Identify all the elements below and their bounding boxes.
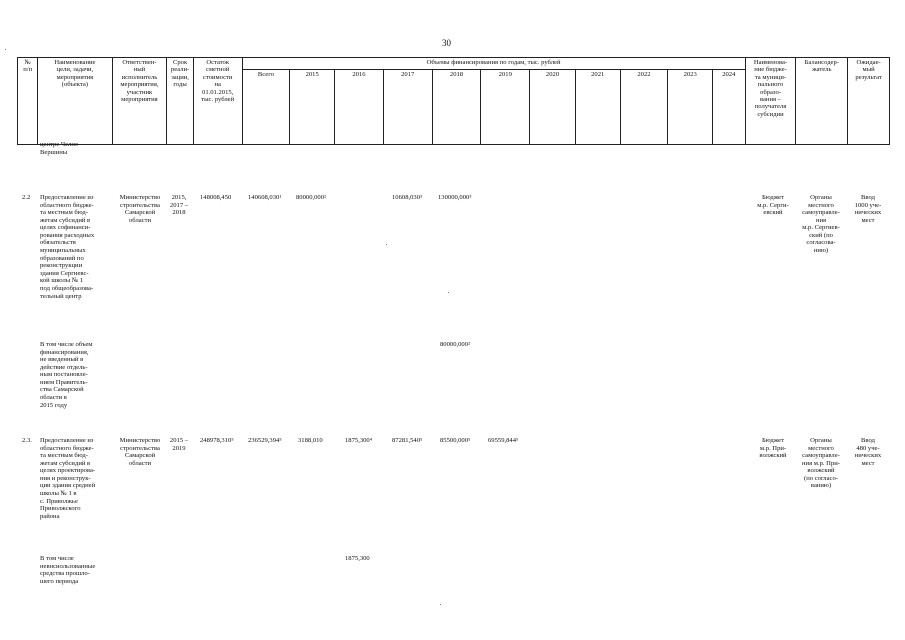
scan-speck xyxy=(5,49,6,50)
carry-over-text: центре Челно- Вершины xyxy=(40,141,81,156)
row-total: 236529,394⁵ xyxy=(248,437,282,444)
header-table xyxy=(17,57,890,145)
row-period: 2015, 2017 – 2018 xyxy=(169,194,189,217)
row-holder: Органы местного самоуправле- ния м.р. Сергиев- ский (по согласова- нию) xyxy=(802,194,840,255)
row-sub-name: В том числе объем финансирования, не введенный в действие отдель- ным постановле- нием Правитель- ства Самарской области в 2015 году xyxy=(40,341,93,409)
page-number: 30 xyxy=(442,38,451,48)
header-num: № п/п xyxy=(18,58,38,145)
row-holder: Органы местного самоуправле- ния м.р. При- волжский (по согласо- ванию) xyxy=(802,437,840,490)
row-executor: Министерство строительства Самарской области xyxy=(119,437,161,467)
header-col-2016: 2016 xyxy=(335,70,384,145)
row-budget: Бюджет м.р. При- волжский xyxy=(759,437,787,460)
header-budget: Наименова- ние бюдже- та муници- пального образо- вания – получателя субсидии xyxy=(745,58,796,145)
row-name: Предоставление из областного бюдже- та местным бюд- жетам субсидий в целях проектирова- ния и реконструк- ции здания средней школы № 1 в с. Приволжье Приволжского района xyxy=(40,437,96,520)
header-col-2015: 2015 xyxy=(290,70,335,145)
scan-speck xyxy=(448,292,449,293)
header-col-2022: 2022 xyxy=(620,70,668,145)
row-remainder: 148008,450 xyxy=(200,194,232,201)
header-col-total: Всего xyxy=(242,70,290,145)
row-num: 2.3. xyxy=(22,437,32,444)
header-period: Срок реали- зации, годы xyxy=(167,58,193,145)
scan-speck xyxy=(440,604,441,605)
scan-speck xyxy=(386,244,387,245)
header-executor: Ответствен- ный исполнитель мероприятия, участник мероприятия xyxy=(112,58,167,145)
header-holder: Балансодер- жатель xyxy=(796,58,848,145)
row-2017: 10608,030³ xyxy=(392,194,423,201)
header-col-2018: 2018 xyxy=(432,70,481,145)
row-budget: Бюджет м.р. Серги- евский xyxy=(757,194,789,217)
row-2015: 3188,010 xyxy=(298,437,323,444)
header-col-2020: 2020 xyxy=(530,70,576,145)
header-result: Ожидае- мый результат xyxy=(848,58,890,145)
header-funding-title: Объемы финансирования по годам, тыс. рублей xyxy=(242,58,745,70)
row-sub-name: В том числе невнсиользованные средства прошло- шего периода xyxy=(40,555,96,585)
row-sub-2016: 1875,300 xyxy=(345,555,370,562)
header-col-2021: 2021 xyxy=(575,70,620,145)
row-2018: 85500,000⁵ xyxy=(440,437,471,444)
row-2017: 87281,540⁵ xyxy=(392,437,423,444)
row-executor: Министерство строительства Самарской области xyxy=(119,194,161,224)
row-2016: 1875,300⁴ xyxy=(345,437,373,444)
header-col-2023: 2023 xyxy=(668,70,713,145)
row-2019: 69559,844⁵ xyxy=(488,437,519,444)
row-2015: 80000,000² xyxy=(296,194,327,201)
row-num: 2.2 xyxy=(22,194,31,201)
row-sub-2018: 80000,000² xyxy=(440,341,471,348)
header-col-2024: 2024 xyxy=(713,70,746,145)
row-remainder: 248978,310⁵ xyxy=(200,437,234,444)
row-2018: 130000,000³ xyxy=(438,194,472,201)
row-total: 140608,030¹ xyxy=(248,194,282,201)
header-name: Наименование цели, задачи, мероприятия (объекта) xyxy=(38,58,112,145)
header-col-2017: 2017 xyxy=(383,70,432,145)
row-name: Предоставление из областного бюдже- та местным бюд- жетам субсидий в целях софинанси- рования расходных обязательств муниципальных образований по реконструкции здания Сергиевс- кой школы № 1 под общеобразова- тельный центр xyxy=(40,194,95,300)
header-remainder: Остаток сметной стоимости на 01.01.2015, тыс. рублей xyxy=(193,58,242,145)
header-col-2019: 2019 xyxy=(481,70,530,145)
row-period: 2015 – 2019 xyxy=(169,437,189,452)
row-result: Ввод 1000 уче- нических мест xyxy=(854,194,882,224)
row-result: Ввод 480 уче- нических мест xyxy=(854,437,882,467)
